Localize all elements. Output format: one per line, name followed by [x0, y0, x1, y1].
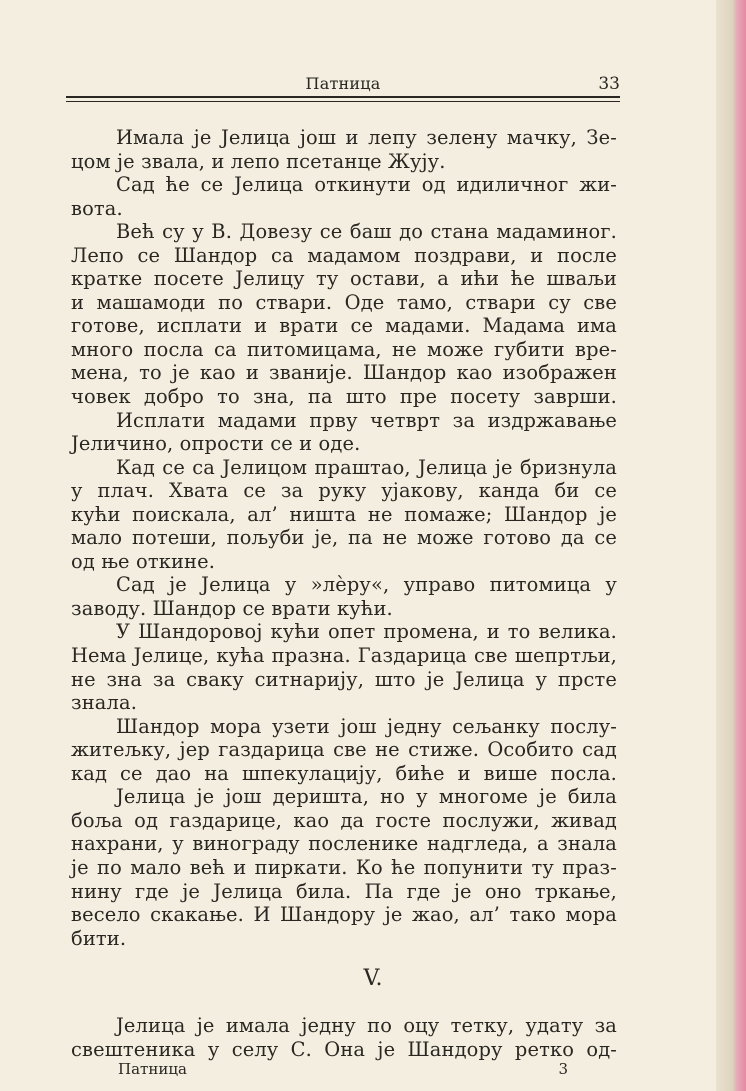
chapter-opening-text — [71, 1014, 617, 1061]
header-rule-thick — [66, 96, 620, 98]
text-line: Јеличино, опрости се и оде. — [71, 432, 361, 456]
text-line: свештеника у селу С. Она је Шандору ретко од- — [71, 1037, 617, 1061]
text-line: Сад ће се Јелица откинути од идиличног жи- — [116, 173, 617, 197]
text-line: заводу. Шандор се врати кући. — [71, 596, 393, 620]
text-line: знала. — [71, 691, 138, 715]
signature-number: 3 — [558, 1060, 568, 1078]
text-line: и машамоди по ствари. Оде тамо, ствари су све — [71, 290, 617, 314]
text-line: Јелица је имала једну по оцу тетку, удату за — [116, 1014, 617, 1037]
page-footer — [118, 1060, 568, 1082]
text-line: много посла са питомицама, не може губити вре- — [71, 337, 617, 361]
text-line: Лепо се Шандор са мадамом поздрави, и после — [71, 243, 617, 267]
text-line: мена, то је као и званије. Шандор као изображен — [71, 361, 617, 385]
text-line: весело скакање. И Шандору је жао, ал’ тако мора — [71, 903, 617, 927]
text-line: мало потеши, пољуби је, па не може готово да се — [71, 526, 617, 550]
text-line: Нема Јелице, кућа празна. Газдарица све шепртљи, — [71, 644, 617, 668]
header-rule-thin — [66, 101, 620, 102]
text-line: цом је звала, и лепо псетанце Жују. — [71, 149, 446, 173]
running-title: Патница — [305, 74, 381, 93]
text-line: Јелица је још деришта, но у многоме је била — [116, 785, 617, 809]
body-text — [71, 126, 617, 950]
text-line: од ње откине. — [71, 549, 216, 573]
text-line: Шандор мора узети још једну сељанку послу- — [116, 714, 617, 738]
text-line: вота. — [71, 196, 123, 220]
page-number: 33 — [598, 74, 620, 94]
text-line: Имала је Јелица још и лепу зелену мачку, Зе- — [116, 126, 617, 149]
text-line: кући поискала, ал’ ништа не помаже; Шандор је — [71, 502, 617, 526]
text-line: нахрани, у винограду посленике надгледа, а знала — [71, 832, 617, 856]
signature-mark: Патница — [118, 1060, 187, 1078]
text-line: човек добро то зна, па што пре посету заврши. — [71, 385, 617, 409]
text-line: Исплати мадами прву четврт за издржавање — [116, 408, 617, 432]
text-line: не зна за сваку ситнарију, што је Јелица у прсте — [71, 667, 617, 691]
text-line: Кад се са Јелицом праштао, Јелица је бризнула — [116, 455, 617, 479]
text-line: Већ су у В. Довезу се баш до стана мадаминог. — [116, 220, 617, 244]
text-line: готове, исплати и врати се мадами. Мадама има — [71, 314, 617, 338]
text-line: Сад је Јелица у »лèру«, управо питомица у — [116, 573, 617, 597]
text-line: у плач. Хвата се за руку ујакову, канда би се — [71, 479, 617, 503]
text-line: боља од газдарице, као да госте послужи, живад — [71, 808, 617, 832]
page-edge — [716, 0, 746, 1091]
text-line: кратке посете Јелицу ту остави, а ићи ће шваљи — [71, 267, 617, 291]
text-line: житељку, јер газдарица све не стиже. Особито сад — [71, 738, 617, 762]
text-line: кад се дао на шпекулацију, биће и више посла. — [71, 761, 617, 785]
text-line: У Шандоровој кући опет промена, и то велика. — [116, 620, 617, 644]
text-line: је по мало већ и пиркати. Ко ће попунити ту праз- — [71, 855, 617, 879]
text-line: нину где је Јелица била. Па где је оно тркање, — [71, 879, 617, 903]
text-line: бити. — [71, 926, 127, 950]
running-header — [66, 70, 620, 100]
chapter-heading: V. — [363, 966, 383, 991]
